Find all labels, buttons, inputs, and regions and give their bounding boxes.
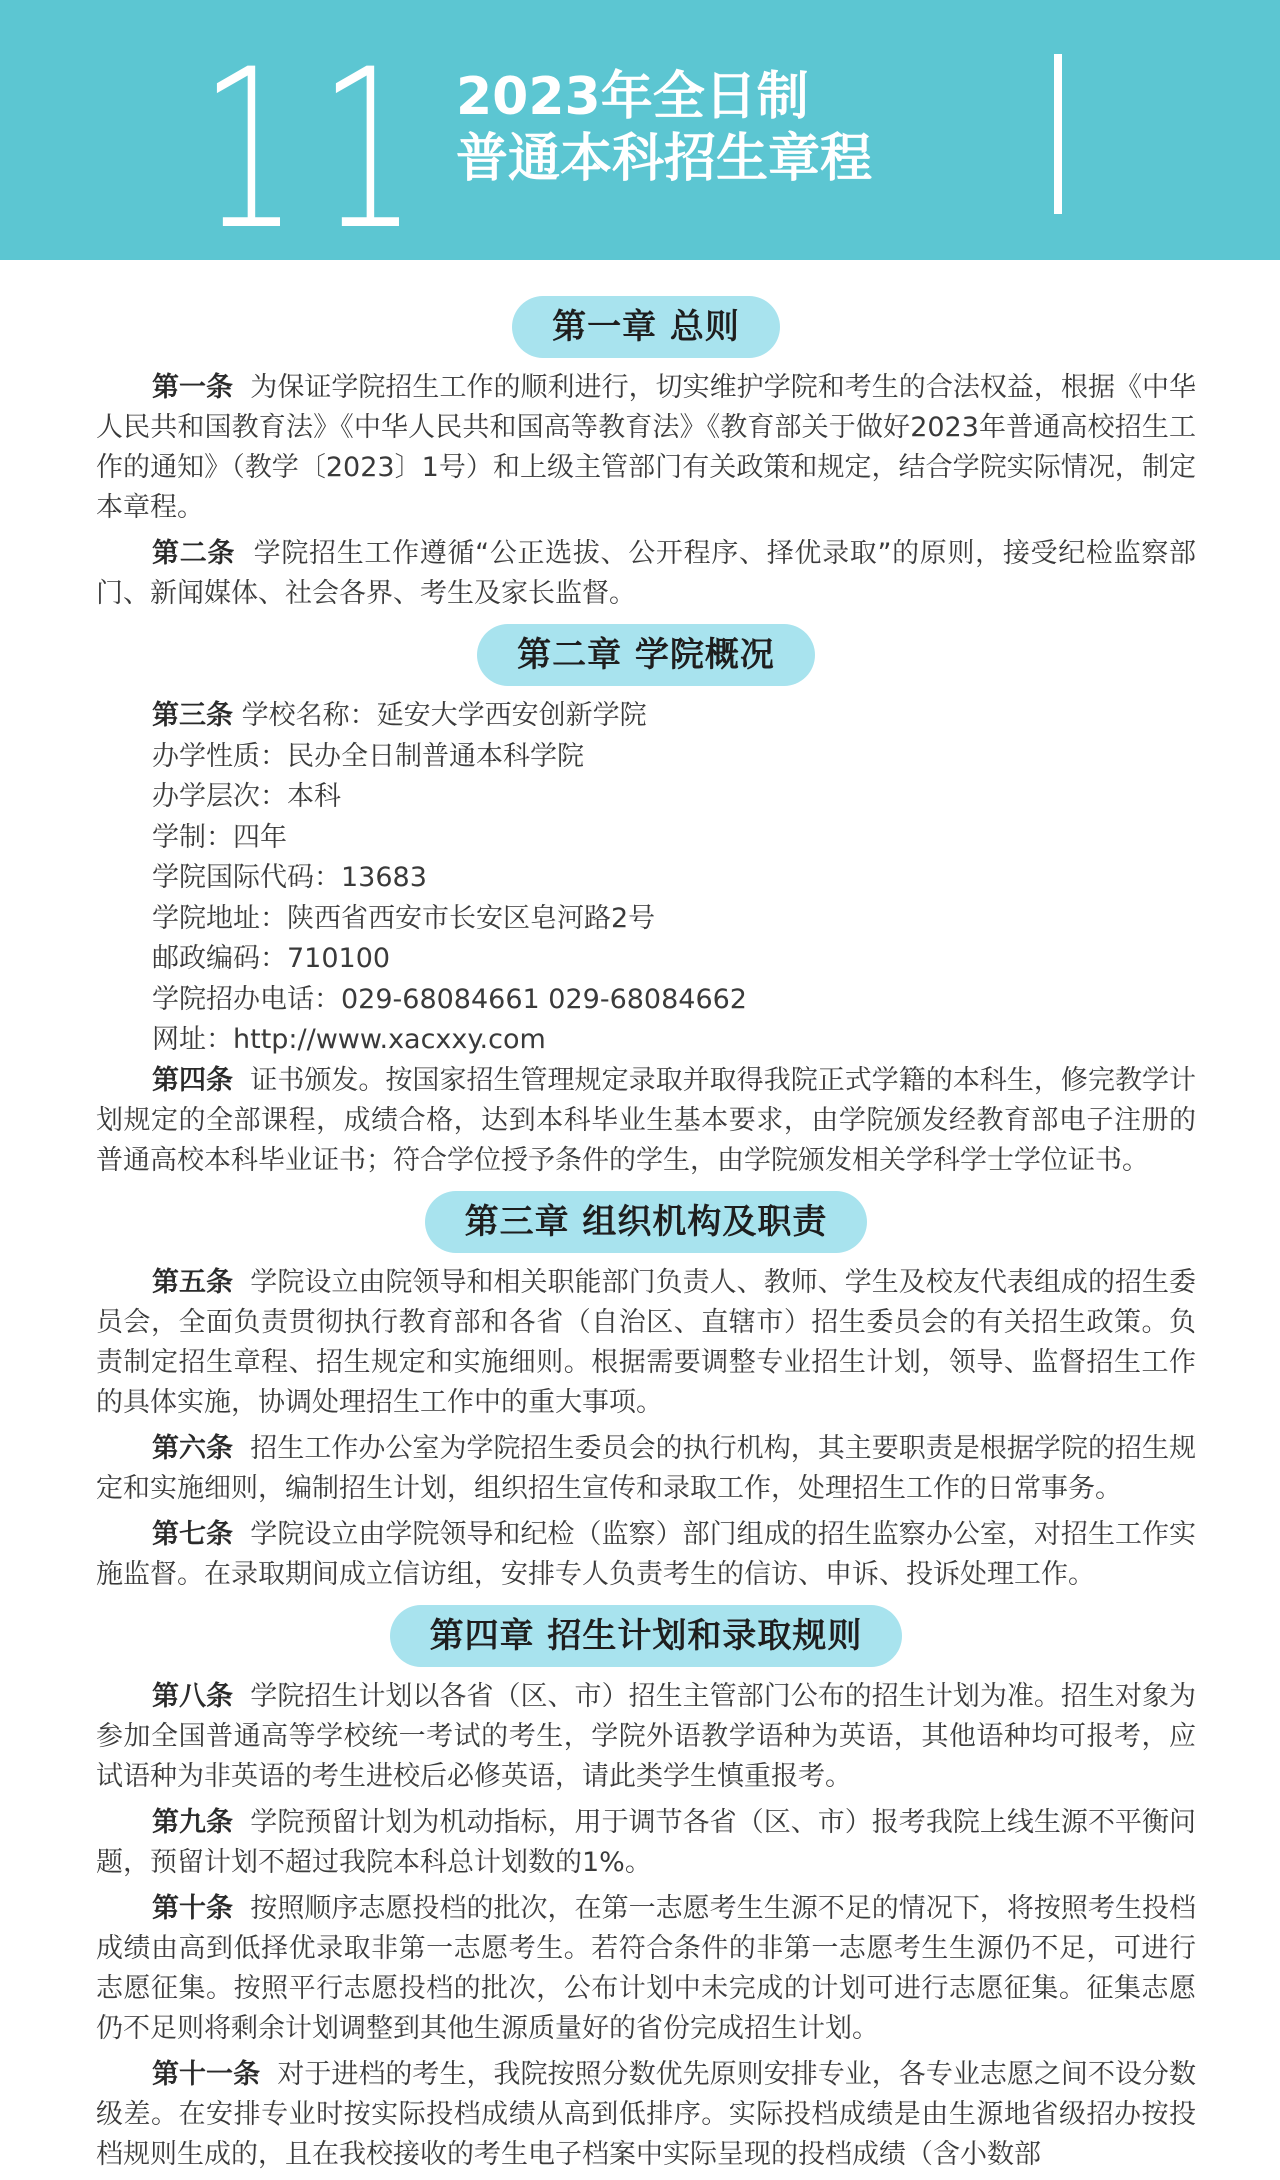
- article-text: 按照顺序志愿投档的批次，在第一志愿考生生源不足的情况下，将按照考生投档成绩由高到低择优录取非第一志愿考生。若符合条件的非第一志愿考生生源仍不足，可进行志愿征集。按照平行志愿投档的批次，公布计划中未完成的计划可进行志愿征集。征集志愿仍不足则将剩余计划调整到其他生源质量好的省份完成招生计划。: [96, 1892, 1197, 2044]
- article-label: 第一条: [152, 372, 234, 403]
- info-line: 办学层次：本科: [152, 781, 341, 812]
- article-text: 学院设立由院领导和相关职能部门负责人、教师、学生及校友代表组成的招生委员会，全面负责贯彻执行教育部和各省（自治区、直辖市）招生委员会的有关招生政策。负责制定招生章程、招生规定和实施细则。根据需要调整专业招生计划，领导、监督招生工作的具体实施，协调处理招生工作中的重大事项。: [96, 1266, 1197, 1418]
- info-line: 学院地址：陕西省西安市长安区皂河路2号: [152, 902, 656, 934]
- info-line: 学院招办电话：029-68084661 029-68084662: [152, 983, 747, 1015]
- article-label: 第七条: [152, 1518, 234, 1550]
- chapter-title: 第二章 学院概况: [477, 624, 815, 686]
- article: [96, 1515, 1196, 1595]
- document-title: [456, 66, 872, 190]
- article-label: 第十一条: [152, 2058, 261, 2090]
- article-label: 第八条: [152, 1680, 234, 1712]
- article-text: 证书颁发。按国家招生管理规定录取并取得我院正式学籍的本科生，修完教学计划规定的全部课程，成绩合格，达到本科毕业生基本要求，由学院颁发经教育部电子注册的普通高校本科毕业证书；符合学位授予条件的学生，由学院颁发相关学科学士学位证书。: [96, 1064, 1197, 1176]
- header-divider: [1054, 54, 1062, 214]
- document-body: [0, 260, 1280, 2175]
- page-number: 11: [200, 22, 438, 278]
- article: [96, 368, 1196, 528]
- info-text: 学校名称：延安大学西安创新学院: [241, 700, 647, 731]
- info-line: [96, 696, 1196, 737]
- article: [96, 1677, 1196, 1797]
- chapter-heading: [96, 624, 1196, 686]
- title-line-2: 普通本科招生章程: [456, 129, 873, 189]
- chapter-title: 第四章 招生计划和录取规则: [390, 1605, 903, 1667]
- article-text: 对于进档的考生，我院按照分数优先原则安排专业，各专业志愿之间不设分数级差。在安排专业时按实际投档成绩从高到低排序。实际投档成绩是由生源地省级招办按投档规则生成的，且在我校接收的考生电子档案中实际呈现的投档成绩（含小数部: [96, 2058, 1197, 2170]
- article-label: 第六条: [152, 1432, 234, 1464]
- article: [96, 1889, 1196, 2049]
- article-label: 第四条: [152, 1064, 234, 1096]
- article-text: 学院招生工作遵循“公正选拔、公开程序、择优录取”的原则，接受纪检监察部门、新闻媒体、社会各界、考生及家长监督。: [96, 538, 1197, 609]
- article-label: 第九条: [152, 1806, 234, 1838]
- chapter-heading: [96, 1605, 1196, 1667]
- info-line: 邮政编码：710100: [152, 943, 391, 974]
- chapter-heading: [96, 1191, 1196, 1253]
- chapter-heading: [96, 296, 1196, 358]
- article: [96, 1803, 1196, 1883]
- article-text: 学院设立由学院领导和纪检（监察）部门组成的招生监察办公室，对招生工作实施监督。在录取期间成立信访组，安排专人负责考生的信访、申诉、投诉处理工作。: [96, 1518, 1197, 1590]
- article-text: 学院招生计划以各省（区、市）招生主管部门公布的招生计划为准。招生对象为参加全国普通高等学校统一考试的考生，学院外语教学语种为英语，其他语种均可报考，应试语种为非英语的考生进校后必修英语，请此类学生慎重报考。: [96, 1680, 1197, 1792]
- article: [96, 1429, 1196, 1509]
- article-label: 第三条: [152, 700, 233, 731]
- title-line-1: 2023年全日制: [456, 67, 809, 127]
- info-line: 办学性质：民办全日制普通本科学院: [152, 740, 584, 772]
- chapter-title: 第三章 组织机构及职责: [425, 1191, 868, 1253]
- article-label: 第十条: [152, 1892, 234, 1924]
- article-label: 第五条: [152, 1266, 234, 1298]
- info-line: 学制：四年: [152, 821, 287, 853]
- info-line: 学院国际代码：13683: [152, 862, 427, 893]
- article-text: 招生工作办公室为学院招生委员会的执行机构，其主要职责是根据学院的招生规定和实施细则，编制招生计划，组织招生宣传和录取工作，处理招生工作的日常事务。: [96, 1432, 1197, 1504]
- article: [96, 534, 1196, 614]
- article: [96, 2055, 1196, 2175]
- article: [96, 1263, 1196, 1423]
- article-label: 第二条: [152, 538, 236, 569]
- article-text: 学院预留计划为机动指标，用于调节各省（区、市）报考我院上线生源不平衡问题，预留计划不超过我院本科总计划数的1%。: [96, 1806, 1197, 1878]
- page-header: [0, 0, 1280, 278]
- article: [96, 1061, 1196, 1181]
- chapter-title: 第一章 总则: [512, 296, 780, 358]
- info-line: 网址：http://www.xacxxy.com: [152, 1024, 546, 1055]
- article-text: 为保证学院招生工作的顺利进行，切实维护学院和考生的合法权益，根据《中华人民共和国教育法》《中华人民共和国高等教育法》《教育部关于做好2023年普通高校招生工作的通知》（教学〔2023〕1号）和上级主管部门有关政策和规定，结合学院实际情况，制定本章程。: [96, 372, 1197, 523]
